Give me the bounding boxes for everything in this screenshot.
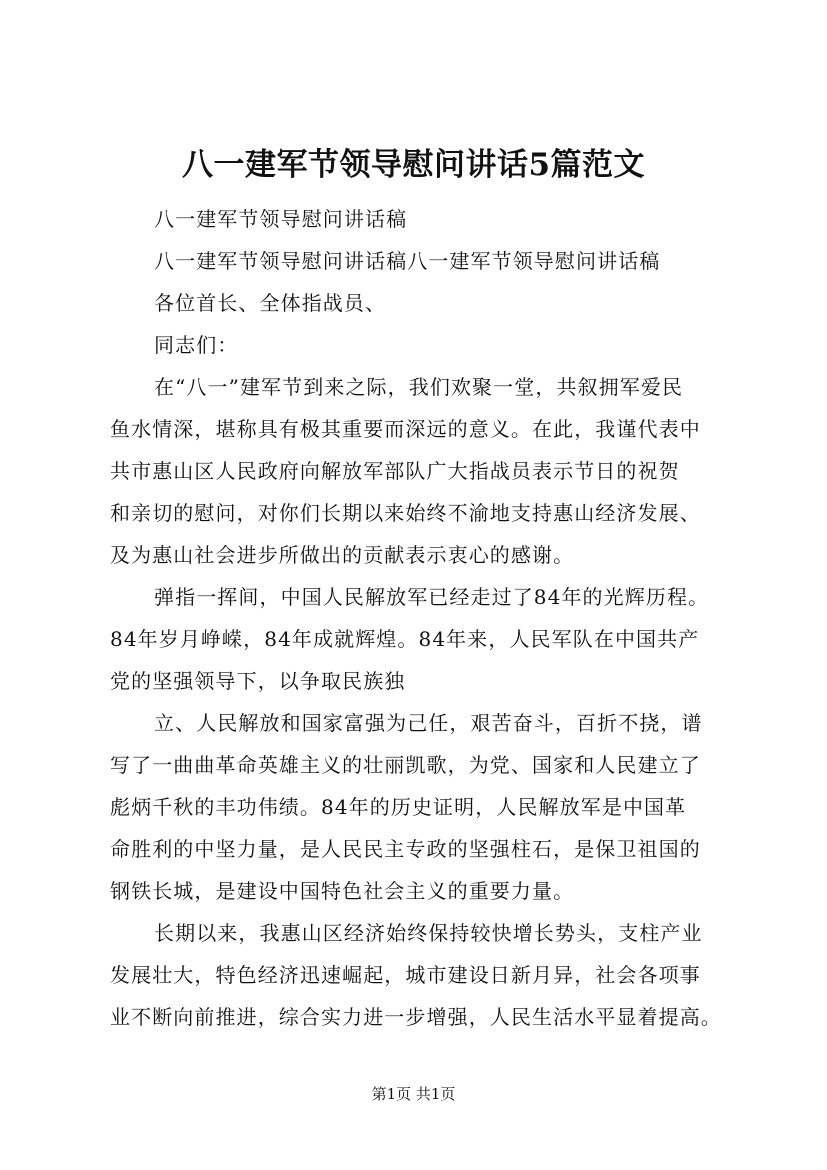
text-line: 钢铁长城，是建设中国特色社会主义的重要力量。 xyxy=(110,879,575,903)
text-line: 八一建军节领导慰问讲话稿 xyxy=(154,207,408,231)
text-line: 各位首长、全体指战员、 xyxy=(154,291,387,315)
text-line: 84年岁月峥嵘，84年成就辉煌。84年来，人民军队在中国共产 xyxy=(110,627,700,651)
text-line: 党的坚强领导下，以争取民族独 xyxy=(110,669,406,693)
text-line: 鱼水情深，堪称具有极其重要而深远的意义。在此，我谨代表中 xyxy=(110,417,701,441)
text-line: 写了一曲曲革命英雄主义的壮丽凯歌，为党、国家和人民建立了 xyxy=(110,753,701,777)
text-line: 及为惠山社会进步所做出的贡献表示衷心的感谢。 xyxy=(110,543,575,567)
text-line: 弹指一挥间，中国人民解放军已经走过了84年的光辉历程。 xyxy=(154,585,710,609)
text-line: 长期以来，我惠山区经济始终保持较快增长势头，支柱产业 xyxy=(154,921,703,945)
document-title: 八一建军节领导慰问讲话5篇范文 xyxy=(181,147,646,183)
paragraph xyxy=(110,240,750,282)
paragraph xyxy=(110,366,750,576)
text-line: 和亲切的慰问，对你们长期以来始终不渝地支持惠山经济发展、 xyxy=(110,501,701,525)
text-line: 共市惠山区人民政府向解放军部队广大指战员表示节日的祝贺 xyxy=(110,459,680,483)
text-line: 同志们： xyxy=(154,333,239,357)
page-footer: 第1页 共1页 xyxy=(371,1085,456,1103)
paragraph xyxy=(110,576,750,702)
text-line: 在“八一”建军节到来之际，我们欢聚一堂，共叙拥军爱民 xyxy=(154,375,684,399)
text-line: 业不断向前推进，综合实力进一步增强，人民生活水平显着提高。 xyxy=(110,1005,722,1029)
paragraph xyxy=(110,198,750,240)
text-line: 立、人民解放和国家富强为己任，艰苦奋斗，百折不挠，谱 xyxy=(154,711,703,735)
paragraph xyxy=(110,282,750,324)
paragraph xyxy=(110,702,750,912)
text-line: 八一建军节领导慰问讲话稿八一建军节领导慰问讲话稿 xyxy=(154,249,661,273)
paragraph xyxy=(110,324,750,366)
document-body xyxy=(110,198,750,1038)
paragraph xyxy=(110,912,750,1038)
text-line: 发展壮大，特色经济迅速崛起，城市建设日新月异，社会各项事 xyxy=(110,963,701,987)
text-line: 彪炳千秋的丰功伟绩。84年的历史证明，人民解放军是中国革 xyxy=(110,795,687,819)
text-line: 命胜利的中坚力量，是人民民主专政的坚强柱石，是保卫祖国的 xyxy=(110,837,701,861)
